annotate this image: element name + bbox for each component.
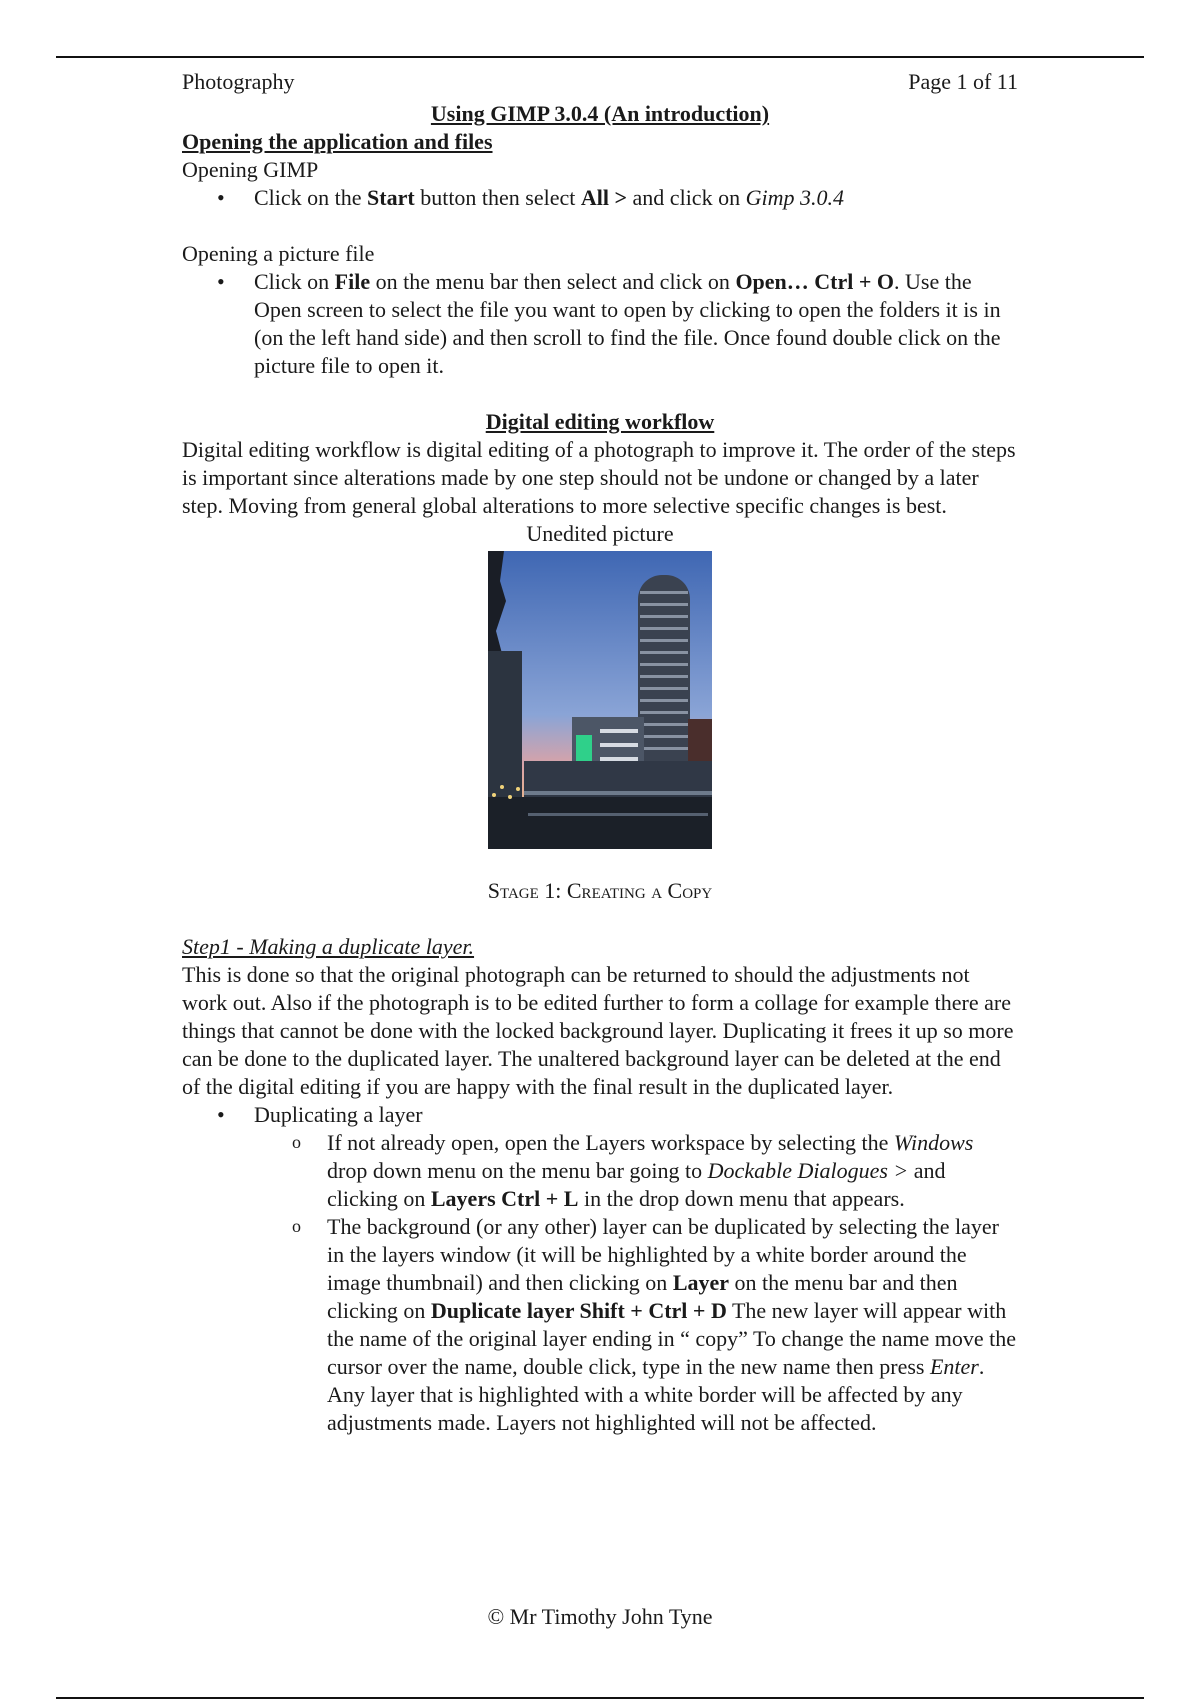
list-item: o If not already open, open the Layers workspace by selecting the Windows drop down menu on the menu bar going to Dockable Dialogues > and clicking on Layers Ctrl + L in the drop down menu that appears. [182,1129,1018,1213]
step-paragraph: This is done so that the original photograph can be returned to should the adjustments not work out. Also if the photograph is to be edited further to form a collage for example there are things that cannot be done with the locked background layer. Duplicating it frees it up so more can be done to the duplicated layer. The unaltered background layer can be deleted at the end of the digital editing if you are happy with the final result in the duplicated layer. [182,962,1014,1099]
list-item: • Click on File on the menu bar then select and click on Open… Ctrl + O. Use the Open screen to select the file you want to open by clicking to open the folders it is in (on the left hand side) and then scroll to find the file. Once found double click on the picture file to open it. [182,268,1018,380]
unedited-photo [488,551,712,849]
workflow-paragraph: Digital editing workflow is digital editing of a photograph to improve it. The order of the steps is important since alterations made by one step should not be undone or changed by a later step. Moving from general global alterations to more selective specific changes is best. [182,437,1016,518]
stage-heading: Stage 1: Creating a Copy [487,878,713,903]
figure-caption: Unedited picture [526,521,674,546]
subheading-opening-gimp: Opening GIMP [182,157,319,182]
subheading-opening-file: Opening a picture file [182,241,375,266]
section-heading-workflow: Digital editing workflow [485,409,715,434]
list-item: • Click on the Start button then select All > and click on Gimp 3.0.4 [182,184,1018,212]
document-page [182,68,1018,1437]
list-item: • Duplicating a layer [182,1101,1018,1129]
list-item: o The background (or any other) layer can be duplicated by selecting the layer in the layers window (it will be highlighted by a white border around the image thumbnail) and then clicking on Layer on the menu bar and then clicking on Duplicate layer Shift + Ctrl + D The new layer will appear with the name of the original layer ending in “ copy” To change the name move the cursor over the name, double click, type in the new name then press Enter. Any layer that is highlighted with a white border will be affected by any adjustments made. Layers not highlighted will not be affected. [182,1213,1018,1437]
step-list [182,1101,1018,1437]
page-header [182,68,1018,100]
opening-file-list [182,268,1018,380]
page-number: Page 1 of 11 [908,69,1018,94]
top-rule [56,56,1144,58]
document-title: Using GIMP 3.0.4 (An introduction) [430,101,770,126]
section-heading-opening: Opening the application and files [182,129,493,154]
page-footer: © Mr Timothy John Tyne [487,1604,713,1629]
step-heading: Step1 - Making a duplicate layer. [182,934,475,959]
opening-gimp-list [182,184,1018,212]
bottom-rule [56,1697,1144,1699]
header-subject: Photography [182,69,295,94]
